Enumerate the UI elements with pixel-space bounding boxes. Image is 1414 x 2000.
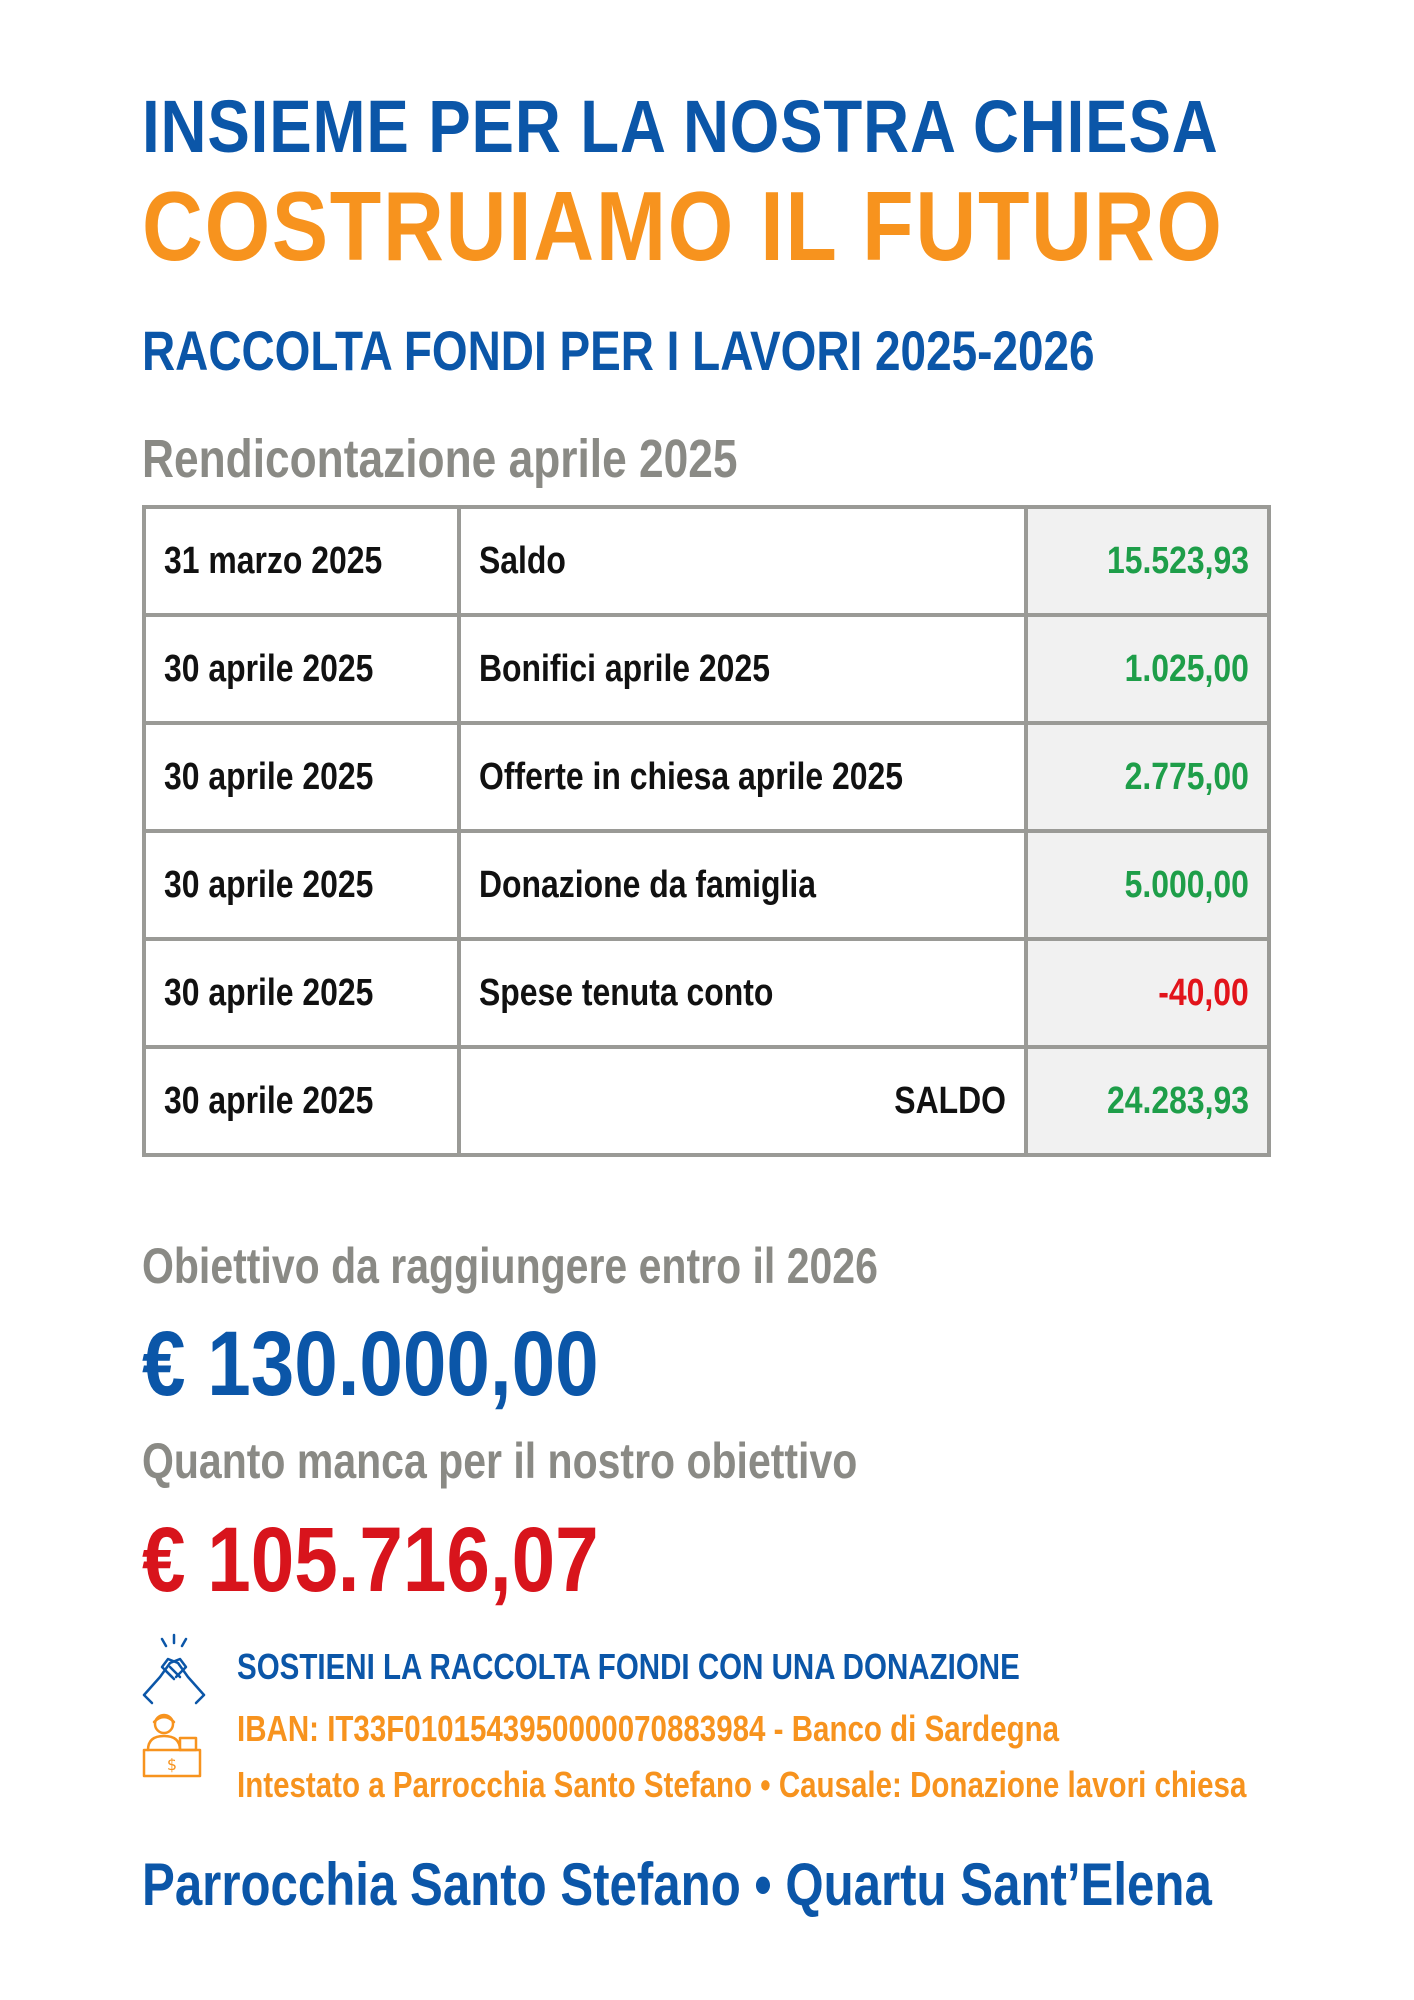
row-amount: -40,00 [1026,939,1269,1047]
goal-value: € 130.000,00 [142,1313,599,1415]
row-amount: 15.523,93 [1026,507,1269,615]
row-description: Spese tenuta conto [459,939,1026,1047]
row-amount: 1.025,00 [1026,615,1269,723]
row-date: 30 aprile 2025 [144,723,459,831]
header-line-3: RACCOLTA FONDI PER I LAVORI 2025-2026 [142,319,1095,382]
iban-text: IBAN: IT33F0101543950000070883984 - Banco di Sardegna [237,1708,1060,1749]
svg-text:$: $ [166,1755,178,1774]
table-row [144,615,1269,723]
missing-value: € 105.716,07 [142,1509,599,1611]
row-date: 31 marzo 2025 [144,507,459,615]
row-amount: 24.283,93 [1026,1047,1269,1155]
table-row [144,831,1269,939]
table-row [144,939,1269,1047]
table-row-total [144,1047,1269,1155]
table-row [144,507,1269,615]
row-description: Offerte in chiesa aprile 2025 [459,723,1026,831]
row-date: 30 aprile 2025 [144,1047,459,1155]
header-line-2: COSTRUIAMO IL FUTURO [142,171,1224,281]
handshake-icon [140,1633,208,1705]
row-description: Saldo [459,507,1026,615]
row-description: SALDO [459,1047,1026,1155]
donation-cta: SOSTIENI LA RACCOLTA FONDI CON UNA DONAZIONE [237,1646,1020,1687]
report-title: Rendicontazione aprile 2025 [142,429,738,489]
account-holder-text: Intestato a Parrocchia Santo Stefano • Causale: Donazione lavori chiesa [237,1764,1247,1805]
row-date: 30 aprile 2025 [144,831,459,939]
cashier-icon [140,1710,204,1782]
report-table [142,505,1271,1157]
header-line-1: INSIEME PER LA NOSTRA CHIESA [142,85,1219,168]
row-date: 30 aprile 2025 [144,939,459,1047]
missing-label: Quanto manca per il nostro obiettivo [142,1433,858,1489]
row-description: Donazione da famiglia [459,831,1026,939]
row-amount: 2.775,00 [1026,723,1269,831]
row-date: 30 aprile 2025 [144,615,459,723]
table-row [144,723,1269,831]
row-description: Bonifici aprile 2025 [459,615,1026,723]
row-amount: 5.000,00 [1026,831,1269,939]
goal-label: Obiettivo da raggiungere entro il 2026 [142,1238,878,1294]
footer-parish-name: Parrocchia Santo Stefano • Quartu Sant’Elena [142,1851,1212,1918]
